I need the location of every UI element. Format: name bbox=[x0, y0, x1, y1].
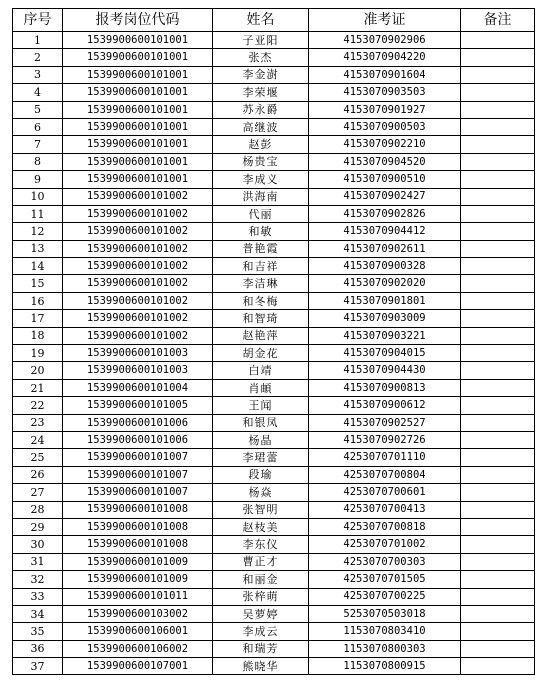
cell-seq: 22 bbox=[13, 397, 63, 414]
cell-remark bbox=[461, 414, 535, 431]
table-row bbox=[13, 153, 535, 170]
cell-seq: 5 bbox=[13, 101, 63, 118]
cell-name: 和敏 bbox=[213, 223, 309, 240]
cell-position-code: 1539900600101007 bbox=[63, 484, 213, 501]
cell-position-code: 1539900600106002 bbox=[63, 640, 213, 657]
cell-exam-id: 1153070800915 bbox=[309, 658, 461, 675]
cell-position-code: 1539900600101001 bbox=[63, 32, 213, 49]
cell-exam-id: 4153070902611 bbox=[309, 240, 461, 257]
cell-position-code: 1539900600101001 bbox=[63, 84, 213, 101]
table-row bbox=[13, 345, 535, 362]
cell-name: 和丽金 bbox=[213, 571, 309, 588]
cell-seq: 12 bbox=[13, 223, 63, 240]
cell-seq: 4 bbox=[13, 84, 63, 101]
cell-exam-id: 4153070904520 bbox=[309, 153, 461, 170]
table-row bbox=[13, 171, 535, 188]
table-row bbox=[13, 49, 535, 66]
cell-seq: 16 bbox=[13, 292, 63, 309]
table-row bbox=[13, 223, 535, 240]
table-row bbox=[13, 32, 535, 49]
cell-remark bbox=[461, 345, 535, 362]
cell-name: 李成义 bbox=[213, 171, 309, 188]
table-row bbox=[13, 310, 535, 327]
cell-remark bbox=[461, 588, 535, 605]
cell-name: 和银凤 bbox=[213, 414, 309, 431]
cell-seq: 11 bbox=[13, 205, 63, 222]
cell-position-code: 1539900600101001 bbox=[63, 101, 213, 118]
table-row bbox=[13, 588, 535, 605]
cell-position-code: 1539900600101001 bbox=[63, 171, 213, 188]
cell-remark bbox=[461, 623, 535, 640]
table-row bbox=[13, 362, 535, 379]
cell-exam-id: 4253070701505 bbox=[309, 571, 461, 588]
cell-position-code: 1539900600101002 bbox=[63, 258, 213, 275]
cell-seq: 8 bbox=[13, 153, 63, 170]
cell-seq: 21 bbox=[13, 379, 63, 396]
cell-remark bbox=[461, 536, 535, 553]
cell-remark bbox=[461, 310, 535, 327]
cell-name: 普艳霞 bbox=[213, 240, 309, 257]
table-row bbox=[13, 640, 535, 657]
cell-remark bbox=[461, 153, 535, 170]
cell-seq: 7 bbox=[13, 136, 63, 153]
cell-exam-id: 4153070902020 bbox=[309, 275, 461, 292]
cell-exam-id: 4253070700225 bbox=[309, 588, 461, 605]
cell-position-code: 1539900600106001 bbox=[63, 623, 213, 640]
cell-position-code: 1539900600101001 bbox=[63, 136, 213, 153]
cell-name: 李洁琳 bbox=[213, 275, 309, 292]
cell-exam-id: 4253070701110 bbox=[309, 449, 461, 466]
cell-seq: 18 bbox=[13, 327, 63, 344]
cell-seq: 3 bbox=[13, 66, 63, 83]
cell-name: 曹正才 bbox=[213, 553, 309, 570]
table-row bbox=[13, 414, 535, 431]
cell-name: 熊晓华 bbox=[213, 658, 309, 675]
cell-seq: 36 bbox=[13, 640, 63, 657]
cell-remark bbox=[461, 327, 535, 344]
table-row bbox=[13, 101, 535, 118]
cell-remark bbox=[461, 640, 535, 657]
cell-seq: 35 bbox=[13, 623, 63, 640]
cell-remark bbox=[461, 449, 535, 466]
cell-position-code: 1539900600101007 bbox=[63, 449, 213, 466]
table-row bbox=[13, 397, 535, 414]
cell-name: 和吉祥 bbox=[213, 258, 309, 275]
cell-exam-id: 4153070904430 bbox=[309, 362, 461, 379]
cell-remark bbox=[461, 484, 535, 501]
cell-position-code: 1539900600101001 bbox=[63, 153, 213, 170]
cell-exam-id: 4153070900612 bbox=[309, 397, 461, 414]
cell-name: 赵彭 bbox=[213, 136, 309, 153]
cell-name: 赵艳萍 bbox=[213, 327, 309, 344]
cell-name: 和智琦 bbox=[213, 310, 309, 327]
cell-name: 王闻 bbox=[213, 397, 309, 414]
cell-position-code: 1539900600101002 bbox=[63, 223, 213, 240]
table-row bbox=[13, 484, 535, 501]
table-row bbox=[13, 605, 535, 622]
cell-exam-id: 4153070904015 bbox=[309, 345, 461, 362]
table-body bbox=[13, 32, 535, 675]
cell-name: 洪海南 bbox=[213, 188, 309, 205]
cell-exam-id: 4153070903221 bbox=[309, 327, 461, 344]
header-remark: 备注 bbox=[461, 9, 535, 32]
cell-position-code: 1539900600101002 bbox=[63, 240, 213, 257]
cell-position-code: 1539900600101002 bbox=[63, 292, 213, 309]
cell-name: 张梓萌 bbox=[213, 588, 309, 605]
cell-remark bbox=[461, 101, 535, 118]
cell-exam-id: 4153070900503 bbox=[309, 118, 461, 135]
cell-name: 张智明 bbox=[213, 501, 309, 518]
cell-seq: 13 bbox=[13, 240, 63, 257]
cell-position-code: 1539900600101009 bbox=[63, 553, 213, 570]
table-row bbox=[13, 327, 535, 344]
table-row bbox=[13, 518, 535, 535]
cell-name: 李珺蕾 bbox=[213, 449, 309, 466]
table-row bbox=[13, 658, 535, 675]
cell-remark bbox=[461, 518, 535, 535]
cell-exam-id: 4153070902826 bbox=[309, 205, 461, 222]
cell-position-code: 1539900600101006 bbox=[63, 431, 213, 448]
cell-remark bbox=[461, 397, 535, 414]
table-row bbox=[13, 275, 535, 292]
header-exam-id: 准考证 bbox=[309, 9, 461, 32]
cell-remark bbox=[461, 379, 535, 396]
cell-seq: 30 bbox=[13, 536, 63, 553]
table-row bbox=[13, 571, 535, 588]
table-row bbox=[13, 501, 535, 518]
cell-name: 高继波 bbox=[213, 118, 309, 135]
cell-remark bbox=[461, 240, 535, 257]
cell-name: 杨晶 bbox=[213, 431, 309, 448]
cell-seq: 20 bbox=[13, 362, 63, 379]
cell-exam-id: 4153070901927 bbox=[309, 101, 461, 118]
cell-exam-id: 1153070800303 bbox=[309, 640, 461, 657]
table-row bbox=[13, 379, 535, 396]
cell-name: 和瑞芳 bbox=[213, 640, 309, 657]
cell-position-code: 1539900600103002 bbox=[63, 605, 213, 622]
header-position-code: 报考岗位代码 bbox=[63, 9, 213, 32]
cell-remark bbox=[461, 292, 535, 309]
cell-seq: 31 bbox=[13, 553, 63, 570]
cell-exam-id: 4253070700601 bbox=[309, 484, 461, 501]
cell-position-code: 1539900600101001 bbox=[63, 49, 213, 66]
cell-exam-id: 5253070503018 bbox=[309, 605, 461, 622]
header-seq: 序号 bbox=[13, 9, 63, 32]
cell-remark bbox=[461, 571, 535, 588]
header-row bbox=[13, 9, 535, 32]
cell-position-code: 1539900600101002 bbox=[63, 327, 213, 344]
cell-name: 胡金花 bbox=[213, 345, 309, 362]
table-row bbox=[13, 536, 535, 553]
cell-name: 吴萝婷 bbox=[213, 605, 309, 622]
cell-exam-id: 4153070901801 bbox=[309, 292, 461, 309]
cell-remark bbox=[461, 171, 535, 188]
cell-exam-id: 4153070904412 bbox=[309, 223, 461, 240]
table-row bbox=[13, 258, 535, 275]
cell-seq: 15 bbox=[13, 275, 63, 292]
cell-remark bbox=[461, 275, 535, 292]
candidate-table bbox=[12, 8, 535, 675]
table-row bbox=[13, 449, 535, 466]
cell-remark bbox=[461, 501, 535, 518]
cell-seq: 1 bbox=[13, 32, 63, 49]
cell-remark bbox=[461, 605, 535, 622]
cell-exam-id: 4153070902527 bbox=[309, 414, 461, 431]
cell-position-code: 1539900600101004 bbox=[63, 379, 213, 396]
cell-exam-id: 4153070900813 bbox=[309, 379, 461, 396]
cell-exam-id: 4153070903503 bbox=[309, 84, 461, 101]
cell-seq: 27 bbox=[13, 484, 63, 501]
cell-name: 李成云 bbox=[213, 623, 309, 640]
cell-exam-id: 4153070902427 bbox=[309, 188, 461, 205]
cell-name: 赵枝美 bbox=[213, 518, 309, 535]
table-row bbox=[13, 84, 535, 101]
cell-seq: 6 bbox=[13, 118, 63, 135]
cell-seq: 28 bbox=[13, 501, 63, 518]
cell-remark bbox=[461, 188, 535, 205]
cell-name: 张杰 bbox=[213, 49, 309, 66]
table-row bbox=[13, 431, 535, 448]
cell-remark bbox=[461, 84, 535, 101]
cell-seq: 32 bbox=[13, 571, 63, 588]
cell-exam-id: 4153070902726 bbox=[309, 431, 461, 448]
cell-position-code: 1539900600107001 bbox=[63, 658, 213, 675]
cell-remark bbox=[461, 362, 535, 379]
cell-seq: 17 bbox=[13, 310, 63, 327]
table-row bbox=[13, 66, 535, 83]
table-row bbox=[13, 292, 535, 309]
cell-remark bbox=[461, 466, 535, 483]
cell-remark bbox=[461, 553, 535, 570]
table-row bbox=[13, 240, 535, 257]
cell-seq: 26 bbox=[13, 466, 63, 483]
cell-position-code: 1539900600101002 bbox=[63, 188, 213, 205]
table-row bbox=[13, 136, 535, 153]
cell-name: 段瑜 bbox=[213, 466, 309, 483]
cell-remark bbox=[461, 431, 535, 448]
cell-position-code: 1539900600101008 bbox=[63, 518, 213, 535]
cell-name: 杨贵宝 bbox=[213, 153, 309, 170]
cell-position-code: 1539900600101002 bbox=[63, 275, 213, 292]
cell-remark bbox=[461, 258, 535, 275]
cell-position-code: 1539900600101008 bbox=[63, 501, 213, 518]
cell-exam-id: 4253070700413 bbox=[309, 501, 461, 518]
cell-remark bbox=[461, 32, 535, 49]
cell-remark bbox=[461, 658, 535, 675]
cell-name: 李金澍 bbox=[213, 66, 309, 83]
cell-seq: 14 bbox=[13, 258, 63, 275]
cell-seq: 34 bbox=[13, 605, 63, 622]
cell-position-code: 1539900600101008 bbox=[63, 536, 213, 553]
cell-exam-id: 4153070902906 bbox=[309, 32, 461, 49]
cell-name: 代丽 bbox=[213, 205, 309, 222]
table-row bbox=[13, 205, 535, 222]
cell-exam-id: 1153070803410 bbox=[309, 623, 461, 640]
cell-remark bbox=[461, 66, 535, 83]
cell-exam-id: 4253070700303 bbox=[309, 553, 461, 570]
cell-name: 子亚阳 bbox=[213, 32, 309, 49]
cell-seq: 33 bbox=[13, 588, 63, 605]
cell-position-code: 1539900600101007 bbox=[63, 466, 213, 483]
cell-seq: 10 bbox=[13, 188, 63, 205]
cell-seq: 25 bbox=[13, 449, 63, 466]
cell-exam-id: 4253070700804 bbox=[309, 466, 461, 483]
cell-position-code: 1539900600101005 bbox=[63, 397, 213, 414]
table-row bbox=[13, 466, 535, 483]
cell-name: 苏永爵 bbox=[213, 101, 309, 118]
cell-position-code: 1539900600101011 bbox=[63, 588, 213, 605]
cell-remark bbox=[461, 223, 535, 240]
cell-seq: 29 bbox=[13, 518, 63, 535]
cell-seq: 2 bbox=[13, 49, 63, 66]
cell-name: 李荣堰 bbox=[213, 84, 309, 101]
cell-remark bbox=[461, 49, 535, 66]
cell-name: 杨焱 bbox=[213, 484, 309, 501]
cell-remark bbox=[461, 205, 535, 222]
cell-name: 和冬梅 bbox=[213, 292, 309, 309]
cell-seq: 37 bbox=[13, 658, 63, 675]
cell-exam-id: 4153070900328 bbox=[309, 258, 461, 275]
cell-exam-id: 4153070902210 bbox=[309, 136, 461, 153]
cell-exam-id: 4153070901604 bbox=[309, 66, 461, 83]
cell-exam-id: 4253070700818 bbox=[309, 518, 461, 535]
header-name: 姓名 bbox=[213, 9, 309, 32]
cell-position-code: 1539900600101002 bbox=[63, 205, 213, 222]
cell-seq: 9 bbox=[13, 171, 63, 188]
cell-position-code: 1539900600101006 bbox=[63, 414, 213, 431]
cell-exam-id: 4153070900510 bbox=[309, 171, 461, 188]
table-row bbox=[13, 553, 535, 570]
cell-name: 白靖 bbox=[213, 362, 309, 379]
cell-position-code: 1539900600101001 bbox=[63, 118, 213, 135]
cell-exam-id: 4153070904220 bbox=[309, 49, 461, 66]
table-row bbox=[13, 623, 535, 640]
cell-seq: 23 bbox=[13, 414, 63, 431]
table-row bbox=[13, 118, 535, 135]
cell-position-code: 1539900600101002 bbox=[63, 310, 213, 327]
cell-position-code: 1539900600101003 bbox=[63, 362, 213, 379]
cell-remark bbox=[461, 118, 535, 135]
cell-name: 肖頔 bbox=[213, 379, 309, 396]
cell-seq: 24 bbox=[13, 431, 63, 448]
cell-name: 李东仪 bbox=[213, 536, 309, 553]
cell-exam-id: 4153070903009 bbox=[309, 310, 461, 327]
table-row bbox=[13, 188, 535, 205]
cell-seq: 19 bbox=[13, 345, 63, 362]
cell-position-code: 1539900600101009 bbox=[63, 571, 213, 588]
cell-remark bbox=[461, 136, 535, 153]
cell-exam-id: 4253070701002 bbox=[309, 536, 461, 553]
cell-position-code: 1539900600101001 bbox=[63, 66, 213, 83]
cell-position-code: 1539900600101003 bbox=[63, 345, 213, 362]
